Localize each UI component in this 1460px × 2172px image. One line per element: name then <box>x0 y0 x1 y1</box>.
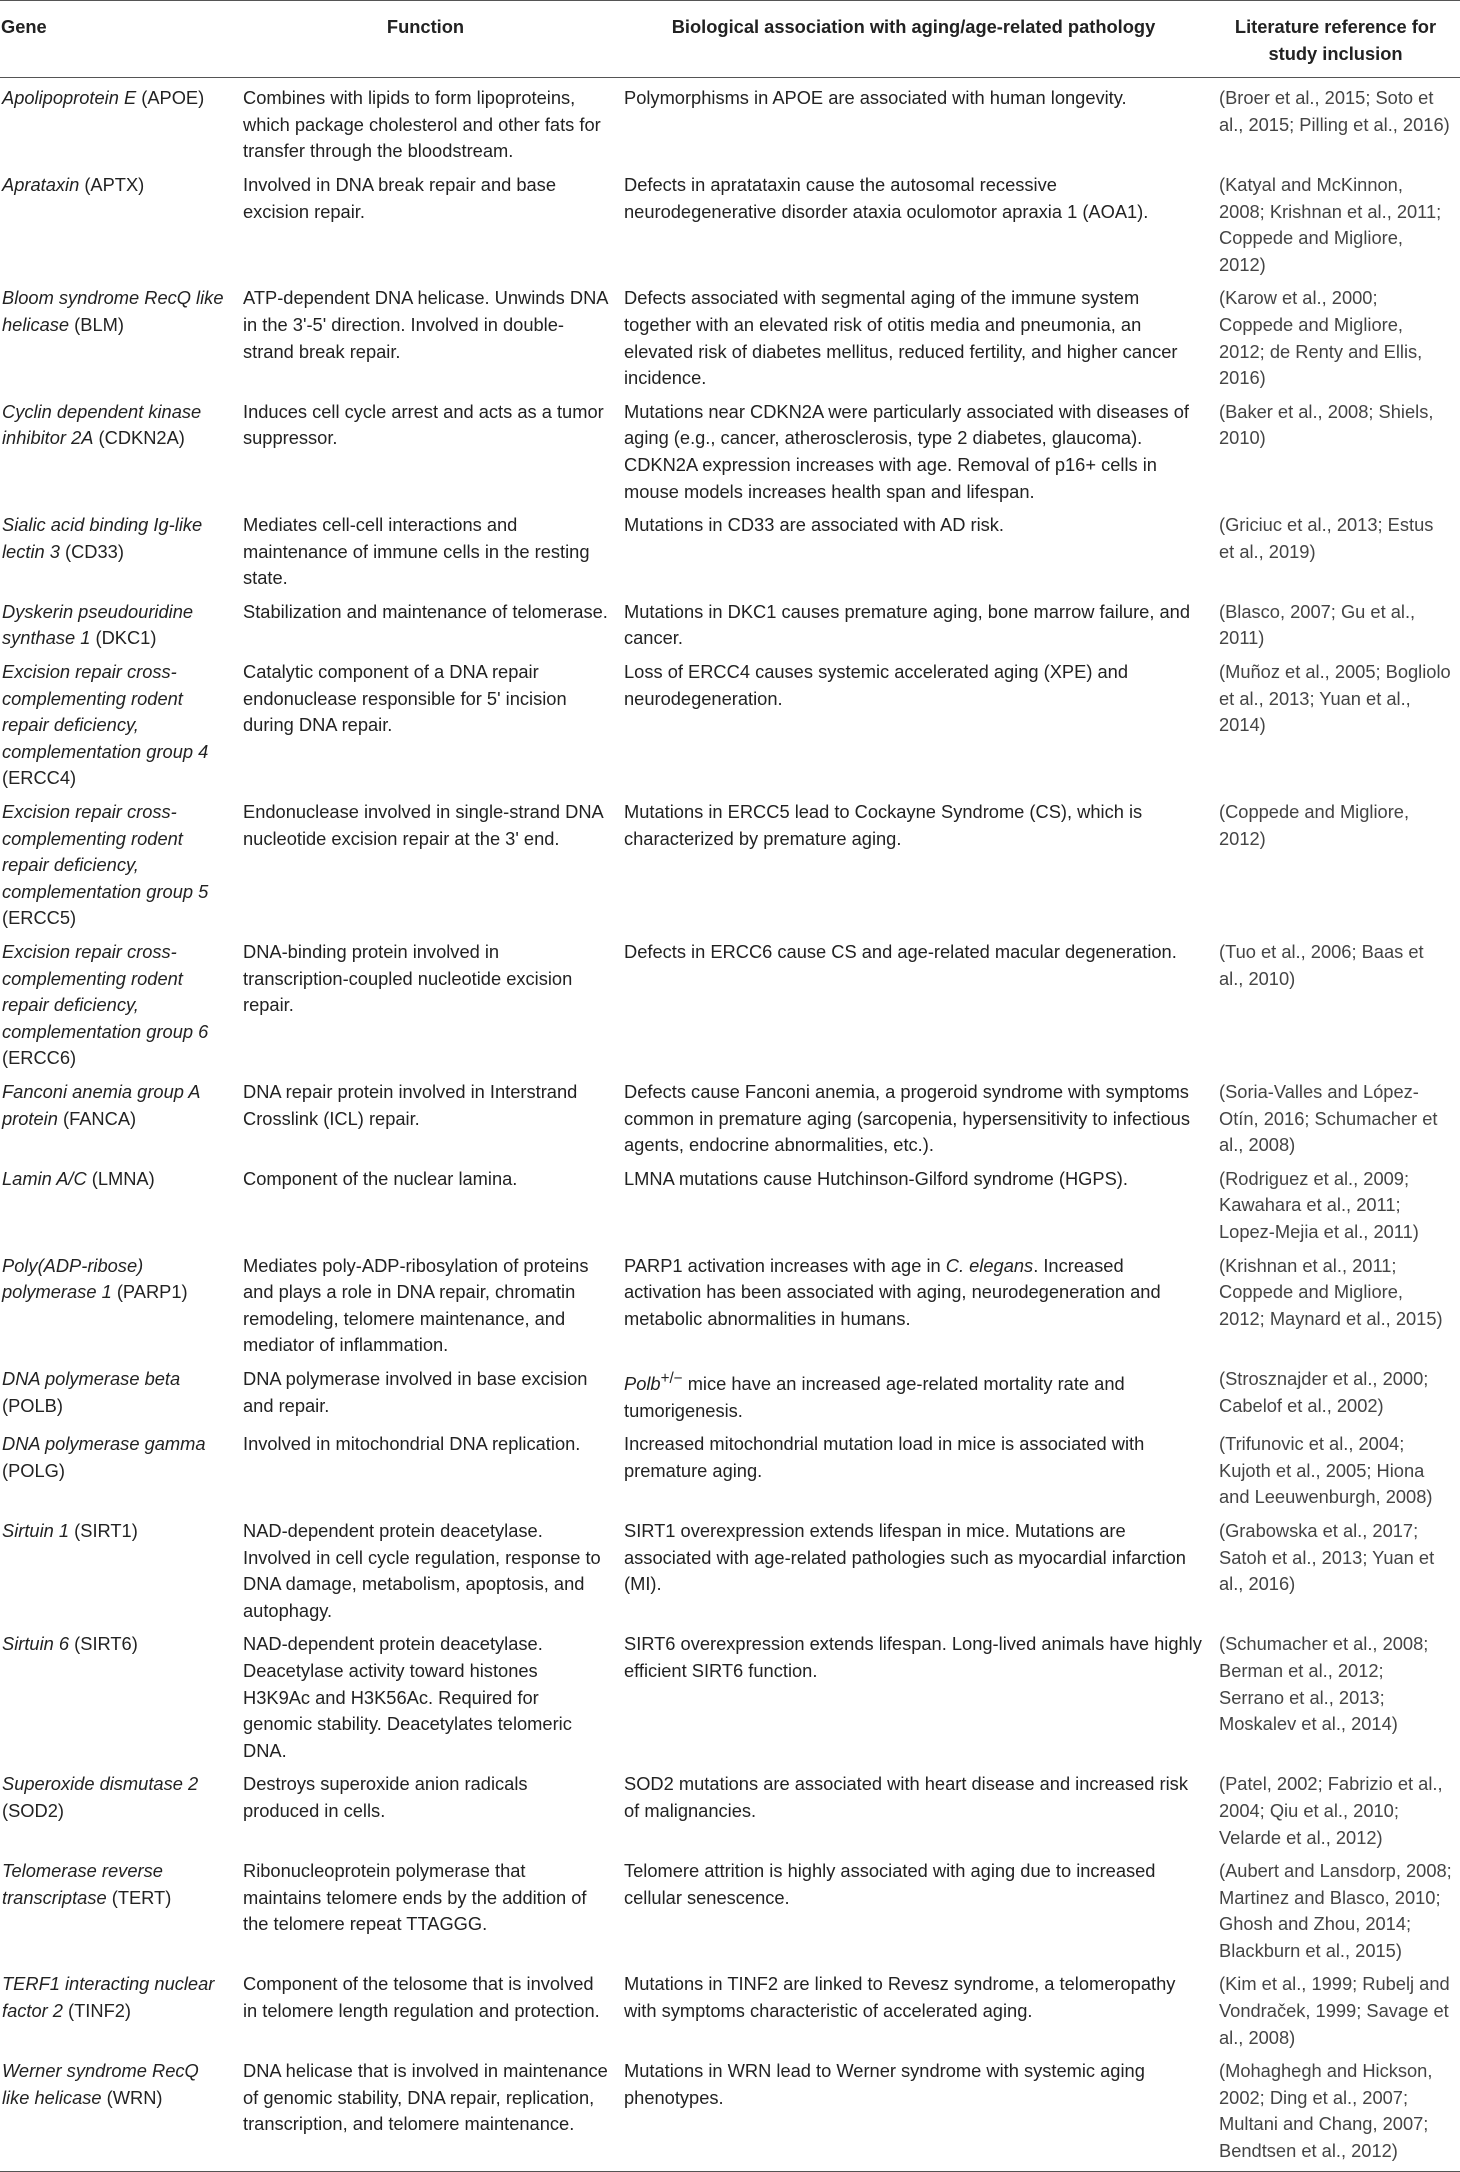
gene-symbol: (LMNA) <box>86 1167 155 1189</box>
function-cell: Ribonucleoprotein polymerase that maintains telomere ends by the addition of the telomere repeat TTAGGG. <box>243 1860 587 1935</box>
gene-name: Superoxide dismutase 2 <box>2 1773 199 1795</box>
function-cell: ATP-dependent DNA helicase. Unwinds DNA in the 3'-5' direction. Involved in double-strand break repair. <box>243 287 608 362</box>
association-cell: Defects cause Fanconi anemia, a progeroid syndrome with symptoms common in premature aging (sarcopenia, hypersensitivity to infectious agents, endocrine abnormalities, etc.). <box>624 1080 1190 1156</box>
table-row <box>0 592 1460 652</box>
table-row <box>0 1159 1460 1246</box>
table-row <box>0 792 1460 932</box>
gene-cell <box>0 1851 235 1964</box>
gene-symbol: (CDKN2A) <box>93 427 185 449</box>
gene-symbol: (PARP1) <box>111 1281 188 1303</box>
gene-symbol: (DKC1) <box>90 627 157 649</box>
association-cell: Telomere attrition is highly associated with aging due to increased cellular senescence. <box>624 1860 1156 1908</box>
reference-cell: (Griciuc et al., 2013; Estus et al., 2019) <box>1219 514 1434 562</box>
function-cell: NAD-dependent protein deacetylase. Deacetylase activity toward histones H3K9Ac and H3K56Ac. Required for genomic stability. Deacetylates telomeric DNA. <box>243 1633 572 1761</box>
function-cell: Catalytic component of a DNA repair endonuclease responsible for 5' incision during DNA repair. <box>243 661 567 736</box>
association-cell: Mutations in TINF2 are linked to Revesz syndrome, a telomeropathy with symptoms characteristic of accelerated aging. <box>624 1973 1176 2022</box>
gene-name: Poly(ADP-ribose) polymerase 1 <box>2 1254 144 1303</box>
table-row <box>0 652 1460 792</box>
function-cell: DNA repair protein involved in Interstrand Crosslink (ICL) repair. <box>243 1080 578 1129</box>
gene-name: Apolipoprotein E <box>2 87 137 109</box>
reference-cell: (Trifunovic et al., 2004; Kujoth et al., 2005; Hiona and Leeuwenburgh, 2008) <box>1219 1433 1433 1508</box>
table-row <box>0 1764 1460 1851</box>
reference-cell: (Baker et al., 2008; Shiels, 2010) <box>1219 400 1434 449</box>
function-cell: Mediates poly-ADP-ribosylation of proteins and plays a role in DNA repair, chromatin remodeling, telomere maintenance, and mediator of inflammation. <box>243 1254 589 1356</box>
gene-cell <box>0 1072 235 1159</box>
association-cell: SIRT6 overexpression extends lifespan. Long-lived animals have highly efficient SIRT6 function. <box>624 1633 1202 1681</box>
gene-name: Sialic acid binding Ig-like lectin 3 <box>2 514 203 562</box>
function-cell: Mediates cell-cell interactions and maintenance of immune cells in the resting state. <box>243 514 590 589</box>
gene-cell <box>0 1764 235 1851</box>
table-row <box>0 165 1460 278</box>
reference-cell: (Grabowska et al., 2017; Satoh et al., 2013; Yuan et al., 2016) <box>1219 1519 1435 1595</box>
function-cell: Destroys superoxide anion radicals produced in cells. <box>243 1773 528 1821</box>
reference-cell: (Karow et al., 2000; Coppede and Migliore, 2012; de Renty and Ellis, 2016) <box>1219 287 1423 389</box>
gene-name: Excision repair cross-complementing rodent repair deficiency, complementation group 4 <box>2 661 209 762</box>
table-row <box>0 1851 1460 1964</box>
function-cell: Involved in DNA break repair and base excision repair. <box>243 173 556 222</box>
association-text: PARP1 activation increases with age in <box>624 1254 946 1276</box>
function-cell: Component of the nuclear lamina. <box>243 1167 518 1189</box>
association-cell: LMNA mutations cause Hutchinson-Gilford syndrome (HGPS). <box>624 1167 1128 1189</box>
table-row <box>0 1424 1460 1511</box>
table-row <box>0 78 1460 165</box>
gene-symbol: (TERT) <box>106 1886 172 1908</box>
gene-symbol: (WRN) <box>101 2086 163 2108</box>
header-row <box>0 1 1460 78</box>
gene-name: Aprataxin <box>2 173 80 195</box>
gene-cell <box>0 1246 235 1359</box>
association-cell: Mutations in CD33 are associated with AD risk. <box>624 514 1005 536</box>
table-row <box>0 1072 1460 1159</box>
gene-name: DNA polymerase beta <box>2 1367 181 1389</box>
gene-name: Sirtuin 6 <box>2 1633 70 1655</box>
gene-cell <box>0 1159 235 1246</box>
association-cell: Mutations in ERCC5 lead to Cockayne Syndrome (CS), which is characterized by premature aging. <box>624 801 1143 849</box>
gene-cell <box>0 165 235 278</box>
association-italic: Polb <box>624 1373 661 1394</box>
gene-name: DNA polymerase gamma <box>2 1433 206 1455</box>
table-row <box>0 1246 1460 1359</box>
gene-name: Bloom syndrome RecQ like helicase <box>2 287 224 335</box>
association-superscript: +/− <box>660 1369 683 1387</box>
function-cell: DNA helicase that is involved in maintenance of genomic stability, DNA repair, replication, transcription, and telomere maintenance. <box>235 2051 616 2171</box>
function-cell: Induces cell cycle arrest and acts as a tumor suppressor. <box>243 400 604 449</box>
association-cell: Loss of ERCC4 causes systemic accelerated aging (XPE) and neurodegeneration. <box>624 661 1128 709</box>
reference-cell: (Mohaghegh and Hickson, 2002; Ding et al., 2007; Multani and Chang, 2007; Bendtsen et al., 2012) <box>1211 2051 1460 2171</box>
gene-symbol: (POLG) <box>2 1459 65 1481</box>
function-cell: Component of the telosome that is involved in telomere length regulation and protection. <box>243 1973 600 2022</box>
association-cell: SIRT1 overexpression extends lifespan in mice. Mutations are associated with age-related pathologies such as myocardial infarction (MI). <box>624 1519 1186 1595</box>
gene-symbol: (APOE) <box>136 87 205 109</box>
association-cell: Mutations in DKC1 causes premature aging, bone marrow failure, and cancer. <box>624 600 1190 649</box>
association-cell <box>616 1246 1211 1359</box>
gene-cell <box>0 652 235 792</box>
reference-cell: (Strosznajder et al., 2000; Cabelof et al., 2002) <box>1219 1367 1429 1416</box>
reference-cell: (Coppede and Migliore, 2012) <box>1219 801 1410 849</box>
reference-cell: (Krishnan et al., 2011; Coppede and Migliore, 2012; Maynard et al., 2015) <box>1219 1254 1443 1329</box>
table-body <box>0 78 1460 2171</box>
gene-symbol: (POLB) <box>2 1394 63 1416</box>
gene-cell <box>0 1424 235 1511</box>
function-cell: DNA-binding protein involved in transcription-coupled nucleotide excision repair. <box>243 941 573 1016</box>
function-cell: NAD-dependent protein deacetylase. Involved in cell cycle regulation, response to DNA damage, metabolism, apoptosis, and autophagy. <box>243 1519 601 1621</box>
function-cell: Endonuclease involved in single-strand DNA nucleotide excision repair at the 3' end. <box>243 801 603 849</box>
gene-cell <box>0 392 235 505</box>
association-italic: C. elegans <box>945 1254 1034 1276</box>
gene-symbol: (ERCC5) <box>2 907 77 929</box>
table-row <box>0 1624 1460 1764</box>
association-cell: Defects associated with segmental aging of the immune system together with an elevated risk of otitis media and pneumonia, an elevated risk of diabetes mellitus, reduced fertility, and higher cancer incidence. <box>624 287 1178 389</box>
gene-cell <box>0 78 235 165</box>
gene-cell <box>0 932 235 1072</box>
gene-name: TERF1 interacting nuclear factor 2 <box>2 1973 215 2022</box>
gene-symbol: (FANCA) <box>57 1107 137 1129</box>
gene-cell <box>0 2051 235 2171</box>
reference-cell: (Soria-Valles and López-Otín, 2016; Schumacher et al., 2008) <box>1219 1080 1438 1156</box>
gene-name: Cyclin dependent kinase inhibitor 2A <box>2 400 202 449</box>
table-row <box>0 392 1460 505</box>
reference-cell: (Rodriguez et al., 2009; Kawahara et al., 2011; Lopez-Mejia et al., 2011) <box>1219 1167 1419 1242</box>
gene-symbol: (SOD2) <box>2 1799 64 1821</box>
gene-cell <box>0 1964 235 2051</box>
gene-cell <box>0 792 235 932</box>
gene-cell <box>0 1511 235 1624</box>
gene-symbol: (CD33) <box>59 540 124 562</box>
gene-name: Lamin A/C <box>2 1167 87 1189</box>
table-row <box>0 932 1460 1072</box>
association-cell: Increased mitochondrial mutation load in mice is associated with premature aging. <box>624 1433 1145 1481</box>
gene-symbol: (APTX) <box>79 173 145 195</box>
reference-cell: (Aubert and Lansdorp, 2008; Martinez and Blasco, 2010; Ghosh and Zhou, 2014; Blackburn et al., 2015) <box>1219 1860 1452 1961</box>
reference-cell: (Muñoz et al., 2005; Bogliolo et al., 2013; Yuan et al., 2014) <box>1219 661 1451 736</box>
table-header <box>0 1 1460 78</box>
reference-cell: (Patel, 2002; Fabrizio et al., 2004; Qiu et al., 2010; Velarde et al., 2012) <box>1219 1773 1443 1848</box>
header-gene: Gene <box>0 1 235 78</box>
header-association: Biological association with aging/age-related pathology <box>616 1 1211 78</box>
function-cell: Combines with lipids to form lipoproteins, which package cholesterol and other fats for transfer through the bloodstream. <box>243 87 601 162</box>
association-cell: SOD2 mutations are associated with heart disease and increased risk of malignancies. <box>624 1773 1188 1821</box>
gene-cell <box>0 1624 235 1764</box>
reference-cell: (Blasco, 2007; Gu et al., 2011) <box>1219 600 1416 649</box>
function-cell: Stabilization and maintenance of telomerase. <box>243 600 608 622</box>
reference-cell: (Broer et al., 2015; Soto et al., 2015; Pilling et al., 2016) <box>1219 87 1450 135</box>
reference-cell: (Kim et al., 1999; Rubelj and Vondraček, 1999; Savage et al., 2008) <box>1219 1973 1450 2048</box>
gene-name: Werner syndrome RecQ like helicase <box>2 2060 199 2108</box>
table-row <box>0 2051 1460 2171</box>
association-cell: Polymorphisms in APOE are associated with human longevity. <box>624 87 1127 109</box>
table-row <box>0 1359 1460 1424</box>
gene-name: Excision repair cross-complementing rodent repair deficiency, complementation group 6 <box>2 941 209 1042</box>
gene-name: Sirtuin 1 <box>2 1519 70 1541</box>
gene-symbol: (TINF2) <box>62 2000 132 2022</box>
association-cell: Mutations near CDKN2A were particularly associated with diseases of aging (e.g., cancer, atherosclerosis, type 2 diabetes, glaucoma). CDKN2A expression increases with age. Removal of p16+ cells in mouse models increases health span and lifespan. <box>624 400 1189 502</box>
reference-cell: (Tuo et al., 2006; Baas et al., 2010) <box>1219 941 1424 989</box>
gene-cell <box>0 505 235 592</box>
function-cell: Involved in mitochondrial DNA replication. <box>243 1433 581 1455</box>
gene-symbol: (ERCC4) <box>2 767 77 789</box>
table-row <box>0 1511 1460 1624</box>
table-row <box>0 505 1460 592</box>
association-cell: Defects in apratataxin cause the autosomal recessive neurodegenerative disorder ataxia oculomotor apraxia 1 (AOA1). <box>624 173 1149 222</box>
gene-name: Dyskerin pseudouridine synthase 1 <box>2 600 194 649</box>
reference-cell: (Schumacher et al., 2008; Berman et al., 2012; Serrano et al., 2013; Moskalev et al., 2014) <box>1219 1633 1429 1735</box>
gene-symbol: (SIRT1) <box>69 1519 138 1541</box>
gene-symbol: (SIRT6) <box>69 1633 138 1655</box>
association-cell: Mutations in WRN lead to Werner syndrome with systemic aging phenotypes. <box>616 2051 1211 2171</box>
gene-symbol: (BLM) <box>69 313 124 335</box>
function-cell: DNA polymerase involved in base excision and repair. <box>243 1367 588 1416</box>
gene-cell <box>0 278 235 391</box>
association-cell <box>616 1359 1211 1424</box>
header-reference: Literature reference for study inclusion <box>1211 1 1460 78</box>
gene-cell <box>0 592 235 652</box>
gene-cell <box>0 1359 235 1424</box>
reference-cell: (Katyal and McKinnon, 2008; Krishnan et al., 2011; Coppede and Migliore, 2012) <box>1219 173 1442 275</box>
association-text: mice have an increased age-related mortality rate and tumorigenesis. <box>624 1373 1125 1421</box>
gene-name: Fanconi anemia group A protein <box>2 1080 200 1129</box>
gene-symbol: (ERCC6) <box>2 1047 77 1069</box>
gene-name: Telomerase reverse transcriptase <box>2 1860 163 1908</box>
association-text: . Increased activation has been associated with aging, neurodegeneration and metabolic abnormalities in humans. <box>624 1254 1161 1329</box>
association-cell: Defects in ERCC6 cause CS and age-related macular degeneration. <box>624 941 1177 962</box>
header-function: Function <box>235 1 616 78</box>
table-row <box>0 278 1460 391</box>
table-row <box>0 1964 1460 2051</box>
gene-name: Excision repair cross-complementing rodent repair deficiency, complementation group 5 <box>2 801 209 902</box>
